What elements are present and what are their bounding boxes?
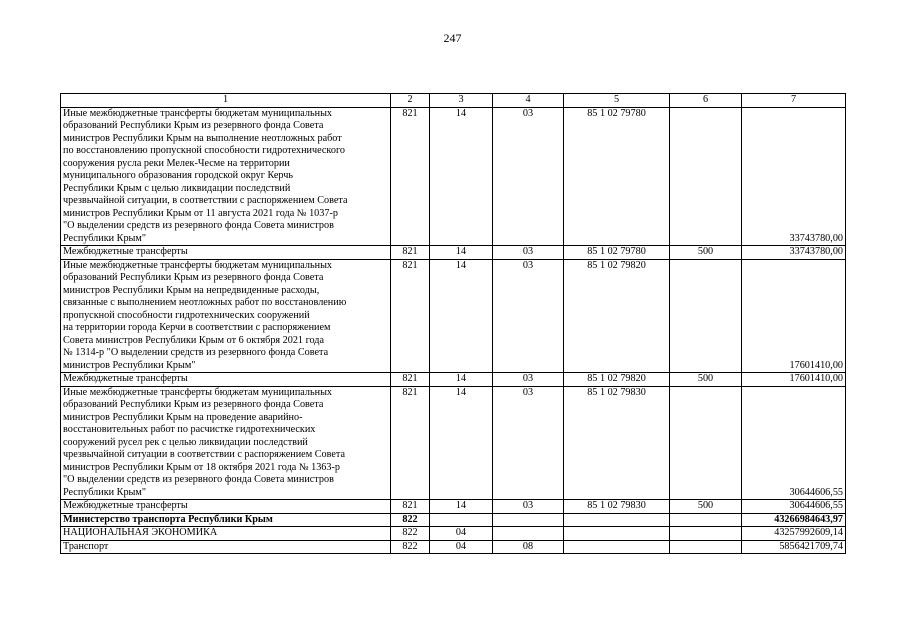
row-section-cell: 04 xyxy=(430,527,493,541)
row-amount-cell: 30644606,55 xyxy=(742,500,846,514)
row-target-cell: 85 1 02 79830 xyxy=(564,386,670,500)
row-expense-type-cell xyxy=(670,527,742,541)
header-cell: 6 xyxy=(670,94,742,108)
row-expense-type-cell xyxy=(670,107,742,246)
row-subsection-cell: 03 xyxy=(493,246,564,260)
header-cell: 7 xyxy=(742,94,846,108)
row-name-cell: Межбюджетные трансферты xyxy=(61,373,391,387)
row-amount-cell: 43257992609,14 xyxy=(742,527,846,541)
row-amount-cell: 33743780,00 xyxy=(742,246,846,260)
table-row xyxy=(61,373,846,387)
row-subsection-cell xyxy=(493,513,564,527)
row-target-cell: 85 1 02 79820 xyxy=(564,259,670,373)
row-section-cell: 14 xyxy=(430,246,493,260)
row-section-cell: 04 xyxy=(430,540,493,554)
row-subsection-cell: 03 xyxy=(493,386,564,500)
header-cell: 2 xyxy=(391,94,430,108)
table-row xyxy=(61,527,846,541)
table-row xyxy=(61,540,846,554)
row-amount-cell: 30644606,55 xyxy=(742,386,846,500)
row-subsection-cell: 03 xyxy=(493,500,564,514)
table-row xyxy=(61,513,846,527)
row-amount-cell: 5856421709,74 xyxy=(742,540,846,554)
row-section-cell: 14 xyxy=(430,500,493,514)
row-name-cell: Иные межбюджетные трансферты бюджетам муниципальных образований Республики Крым из резервного фонда Совета министров Республики Крым на выполнение неотложных работ по восстановлению пропускной способности гидротехнического сооружения русла реки Мелек-Чесме на территории муниципального образования городской округ Керчь Республики Крым с целью ликвидации последствий чрезвычайной ситуации, в соответствии с распоряжением Совета министров Республики Крым от 11 августа 2021 года № 1037-р "О выделении средств из резервного фонда Совета министров Республики Крым" xyxy=(61,107,391,246)
row-amount-cell: 17601410,00 xyxy=(742,259,846,373)
row-name-cell: Иные межбюджетные трансферты бюджетам муниципальных образований Республики Крым из резервного фонда Совета министров Республики Крым на непредвиденные расходы, связанные с выполнением неотложных работ по восстановлению пропускной способности гидротехнических сооружений на территории города Керчи в соответствии с распоряжением Совета министров Республики Крым от 6 октября 2021 года № 1314-р "О выделении средств из резервного фонда Совета министров Республики Крым" xyxy=(61,259,391,373)
header-cell: 5 xyxy=(564,94,670,108)
row-target-cell xyxy=(564,527,670,541)
row-name-cell: НАЦИОНАЛЬНАЯ ЭКОНОМИКА xyxy=(61,527,391,541)
row-target-cell: 85 1 02 79780 xyxy=(564,107,670,246)
row-code-cell: 821 xyxy=(391,259,430,373)
header-cell: 4 xyxy=(493,94,564,108)
row-section-cell: 14 xyxy=(430,259,493,373)
row-name-cell: Межбюджетные трансферты xyxy=(61,246,391,260)
table-header-row xyxy=(61,94,846,108)
header-cell: 3 xyxy=(430,94,493,108)
row-code-cell: 821 xyxy=(391,500,430,514)
row-code-cell: 822 xyxy=(391,513,430,527)
row-code-cell: 822 xyxy=(391,527,430,541)
table-row xyxy=(61,500,846,514)
row-subsection-cell: 03 xyxy=(493,259,564,373)
row-expense-type-cell: 500 xyxy=(670,500,742,514)
row-expense-type-cell: 500 xyxy=(670,246,742,260)
row-subsection-cell: 03 xyxy=(493,107,564,246)
row-target-cell xyxy=(564,540,670,554)
row-target-cell: 85 1 02 79780 xyxy=(564,246,670,260)
row-expense-type-cell xyxy=(670,513,742,527)
row-target-cell: 85 1 02 79820 xyxy=(564,373,670,387)
row-amount-cell: 43266984643,97 xyxy=(742,513,846,527)
table-row xyxy=(61,246,846,260)
row-target-cell xyxy=(564,513,670,527)
row-expense-type-cell xyxy=(670,540,742,554)
page-number: 247 xyxy=(443,31,462,45)
header-cell: 1 xyxy=(61,94,391,108)
row-code-cell: 821 xyxy=(391,373,430,387)
row-target-cell: 85 1 02 79830 xyxy=(564,500,670,514)
row-expense-type-cell: 500 xyxy=(670,373,742,387)
row-expense-type-cell xyxy=(670,259,742,373)
row-code-cell: 822 xyxy=(391,540,430,554)
row-code-cell: 821 xyxy=(391,246,430,260)
row-section-cell: 14 xyxy=(430,373,493,387)
row-amount-cell: 33743780,00 xyxy=(742,107,846,246)
row-code-cell: 821 xyxy=(391,107,430,246)
row-section-cell: 14 xyxy=(430,386,493,500)
row-name-cell: Иные межбюджетные трансферты бюджетам муниципальных образований Республики Крым из резервного фонда Совета министров Республики Крым на проведение аварийно- восстановительных работ по расчистке гидротехнических сооружений русел рек с целью ликвидации последствий чрезвычайной ситуации в соответствии с распоряжением Совета министров Республики Крым от 18 октября 2021 года № 1363-р "О выделении средств из резервного фонда Совета министров Республики Крым" xyxy=(61,386,391,500)
row-section-cell: 14 xyxy=(430,107,493,246)
row-expense-type-cell xyxy=(670,386,742,500)
row-subsection-cell: 08 xyxy=(493,540,564,554)
row-section-cell xyxy=(430,513,493,527)
row-name-cell: Транспорт xyxy=(61,540,391,554)
row-subsection-cell: 03 xyxy=(493,373,564,387)
row-amount-cell: 17601410,00 xyxy=(742,373,846,387)
row-name-cell: Межбюджетные трансферты xyxy=(61,500,391,514)
table-row xyxy=(61,107,846,246)
row-code-cell: 821 xyxy=(391,386,430,500)
table-row xyxy=(61,386,846,500)
row-name-cell: Министерство транспорта Республики Крым xyxy=(61,513,391,527)
table-row xyxy=(61,259,846,373)
row-subsection-cell xyxy=(493,527,564,541)
budget-table xyxy=(60,93,846,554)
